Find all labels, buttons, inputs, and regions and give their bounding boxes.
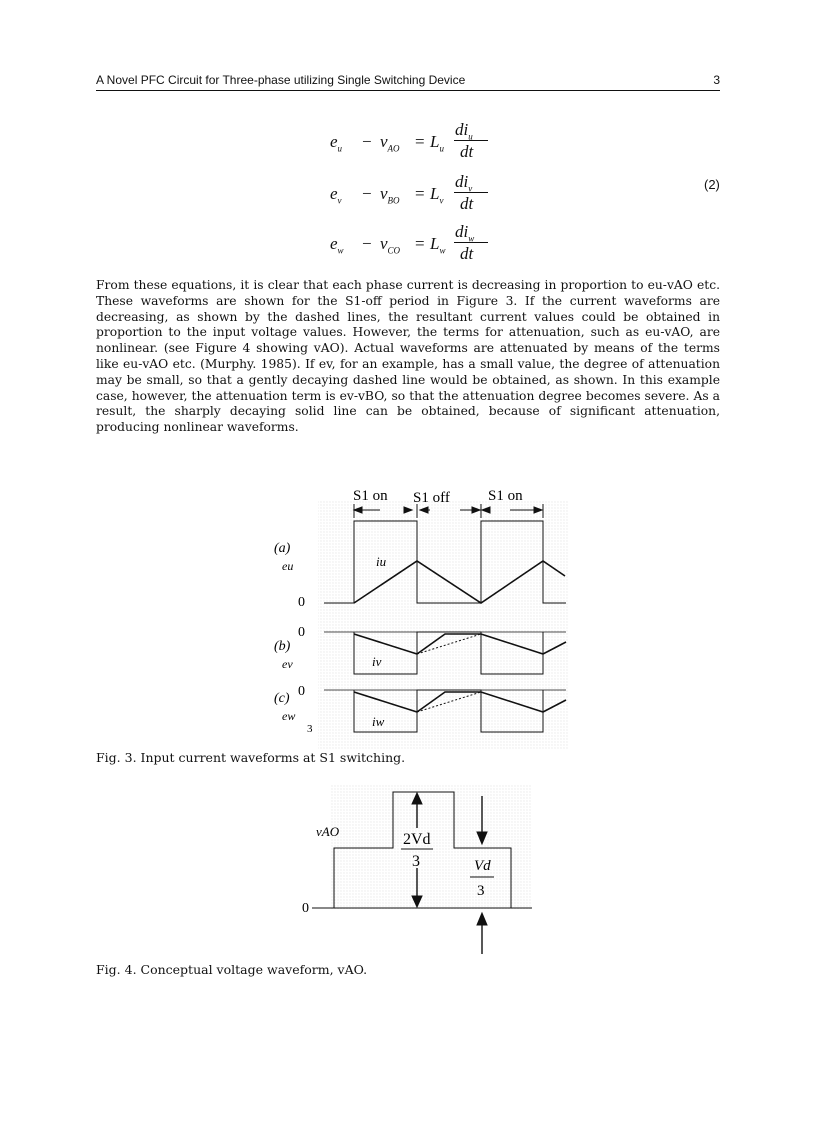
fig3-panel-b-signal: ev (282, 657, 293, 671)
fig4-background (330, 784, 532, 909)
fraction-bar (454, 140, 488, 141)
fig3-panel-b-zero: 0 (298, 625, 305, 640)
fig3-label-s1-on-2: S1 on (488, 488, 523, 504)
eq-L: L (430, 132, 440, 151)
eq-num-sub: u (468, 131, 473, 142)
fig3-label-s1-off: S1 off (413, 490, 450, 506)
eq-v: v (380, 132, 388, 151)
eq-minus: − (362, 234, 372, 253)
eq-v: v (380, 184, 388, 203)
fig3-panel-a-tag: (a) (274, 541, 291, 556)
eq-den: dt (460, 142, 474, 161)
eq-den: dt (460, 244, 474, 263)
eq-e-sub: u (337, 143, 343, 154)
fig4-lower-den: 3 (477, 883, 485, 899)
eq-den: dt (460, 194, 474, 213)
eq-equals: = (415, 184, 425, 203)
eq-L-sub: v (439, 195, 444, 206)
eq-v-sub: BO (387, 195, 400, 206)
running-header (96, 72, 720, 91)
fig3-background (318, 500, 568, 750)
eq-num: di (455, 120, 469, 139)
equation-row-u (330, 120, 530, 168)
figure-3 (260, 480, 580, 750)
eq-num: di (455, 222, 469, 241)
fig4-upper-den: 3 (412, 853, 420, 870)
eq-L-sub: w (439, 245, 446, 256)
fraction-bar (454, 192, 488, 193)
fig3-panel-a-zero: 0 (298, 595, 305, 610)
eq-minus: − (362, 184, 372, 203)
body-text: From these equations, it is clear that each phase current is decreasing in proportion to eu-vAO etc. These waveforms are shown for the S1-off period in Figure 3. If the current waveforms are decreasing, as shown by the dashed lines, the resultant current values could be obtained in proportion to the input voltage values. However, the terms for attenuation, such as eu-vAO, are nonlinear. (see Figure 4 showing vAO). Actual waveforms are attenuated by means of the terms like eu-vAO etc. (Murphy. 1985). If ev, for an example, has a small value, the degree of attenuation may be small, so that a gently decaying dashed line would be obtained, as shown. In this example case, however, the attenuation term is ev-vBO, so that the attenuation degree becomes severe. As a result, the sharply decaying solid line can be obtained, because of significant attenuation, producing nonlinear waveforms. (96, 278, 720, 435)
eq-e: e (330, 184, 338, 203)
fig3-panel-c-extra: 3 (307, 723, 313, 735)
fig3-panel-b-tag: (b) (274, 639, 291, 654)
eq-num: di (455, 172, 469, 191)
eq-v-sub: AO (387, 143, 400, 154)
eq-minus: − (362, 132, 372, 151)
eq-L: L (430, 234, 440, 253)
equation-row-w (330, 222, 530, 270)
fig3-panel-c-signal: ew (282, 709, 296, 723)
fig3-panel-a-current: iu (376, 554, 387, 569)
fig3-panel-b-current: iv (372, 654, 382, 669)
body-paragraph (96, 278, 720, 436)
fraction-bar (454, 242, 488, 243)
fig4-signal: vAO (316, 824, 340, 839)
fig4-caption: Fig. 4. Conceptual voltage waveform, vAO. (96, 962, 368, 977)
fig4-zero: 0 (302, 901, 309, 916)
eq-v: v (380, 234, 388, 253)
eq-num-sub: v (468, 183, 473, 194)
eq-equals: = (415, 234, 425, 253)
fig3-label-s1-on-1: S1 on (353, 488, 388, 504)
eq-e-sub: w (337, 245, 344, 256)
header-title: A Novel PFC Circuit for Three-phase utilizing Single Switching Device (96, 73, 466, 87)
eq-e: e (330, 132, 338, 151)
eq-v-sub: CO (387, 245, 401, 256)
eq-num-sub: w (468, 233, 475, 244)
eq-e: e (330, 234, 338, 253)
page-number: 3 (713, 73, 720, 87)
fig3-panel-c-zero: 0 (298, 684, 305, 699)
figure-4 (280, 776, 540, 956)
eq-L-sub: u (439, 143, 444, 154)
fig3-panel-a-signal: eu (282, 559, 294, 573)
eq-L: L (430, 184, 440, 203)
fig3-panel-c-tag: (c) (274, 691, 290, 706)
fig4-lower-num: Vd (474, 858, 491, 874)
eq-equals: = (415, 132, 425, 151)
fig3-caption: Fig. 3. Input current waveforms at S1 switching. (96, 750, 406, 765)
fig4-upper-num: 2Vd (403, 831, 431, 848)
equation-row-v (330, 172, 530, 220)
eq-e-sub: v (337, 195, 342, 206)
fig3-panel-c-current: iw (372, 714, 385, 729)
equation-number: (2) (704, 177, 720, 192)
